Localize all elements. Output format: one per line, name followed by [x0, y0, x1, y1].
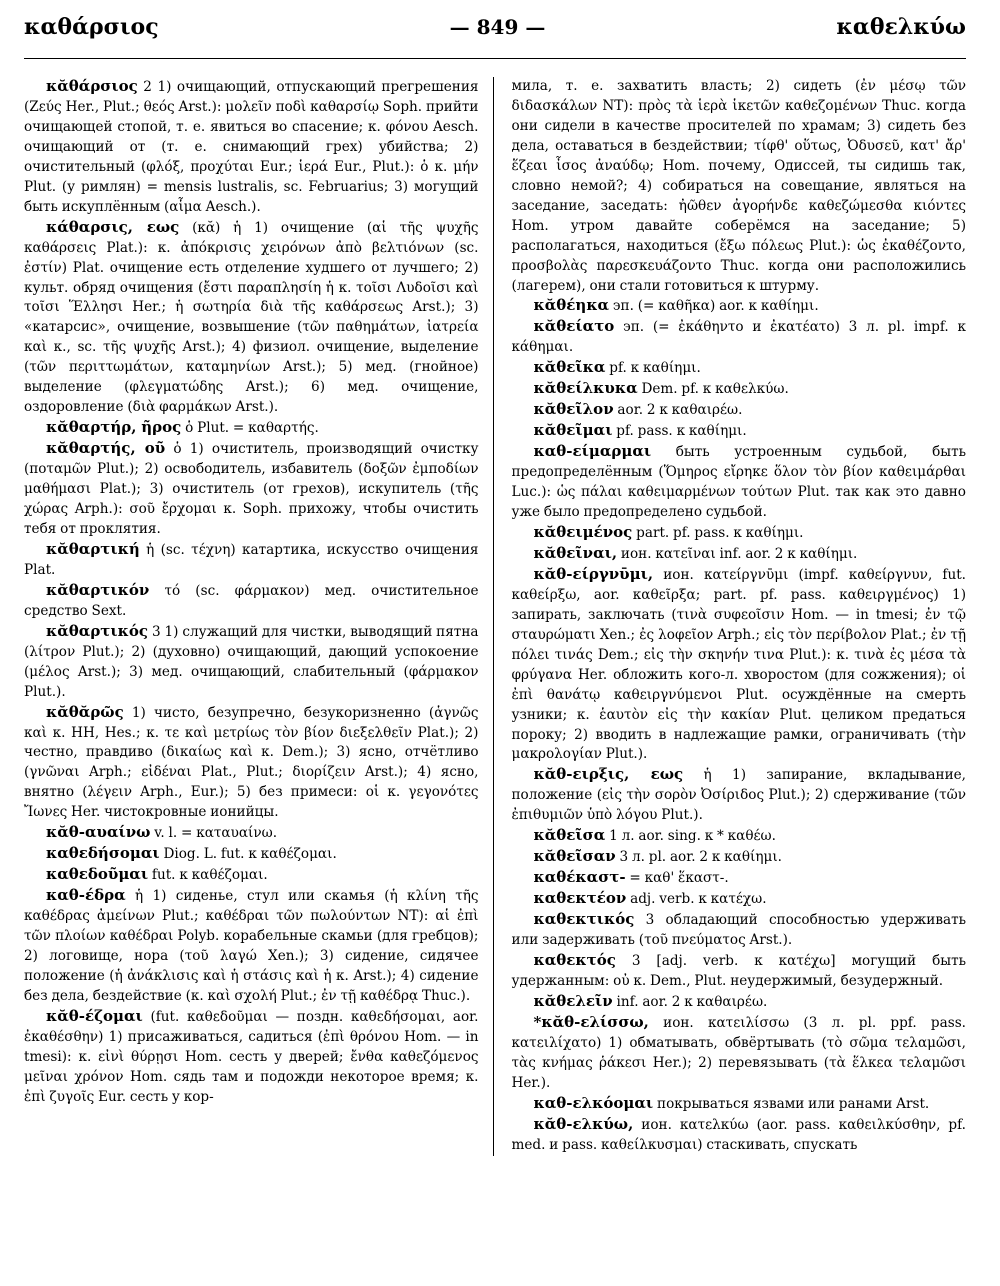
dictionary-entry [512, 296, 967, 317]
entry-definition: inf. aor. 2 к καθαιρέω. [612, 993, 768, 1010]
entry-definition: τό (sc. φάρμακον) мед. очистительное средство Sext. [24, 582, 479, 619]
dictionary-entry [512, 400, 967, 421]
entry-headword: καθ-είμαρμαι [533, 442, 652, 461]
entry-headword: κᾰθέηκα [533, 296, 610, 315]
dictionary-entry [24, 886, 479, 1007]
entry-definition: 3 [adj. verb. к κατέχω] могущий быть удержанным: οὐ κ. Dem., Plut. неудержимый, безудержный. [511, 952, 966, 989]
dictionary-entry [24, 77, 479, 218]
entry-headword: κᾰθείλκυκα [533, 379, 638, 398]
entry-headword: κᾰθ-αυαίνω [46, 823, 151, 842]
entry-definition: ἡ 1) сиденье, стул или скамья (ἡ κλίνη τῆς καθέδρας ἀμείνων Plut.; καθέδραι τῶν πωλούντων NT): αἱ ἐπὶ τῶν πλοίων καθέδραι Polyb. корабельные скамьи (для гребцов); 2) логовище, нора (τοῦ λαγώ Xen.); 3) сидение, сидячее положение (ἡ ἀνάκλισις καὶ ἡ στάσις καὶ ἡ κ. Arst.); 4) сидение без дела, бездействие (κ. καὶ σχολή Plut.; ἐν τῇ καθέδρᾳ Thuc.). [24, 888, 479, 1004]
entry-headword: κᾰθείατο [533, 317, 615, 336]
entry-headword: κᾰθεῖναι, [533, 543, 618, 562]
entry-headword: κᾰθεῖκα [533, 358, 606, 377]
entry-headword: καθεδοῦμαι [46, 865, 149, 884]
dictionary-entry [512, 544, 967, 565]
entry-headword: κᾰθαρτική [46, 539, 140, 558]
entry-headword: καθεκτικός [533, 910, 635, 929]
entry-definition: pf. к καθίημι. [605, 360, 701, 377]
entry-definition: эп. (= ἐκάθηντο и ἐκατέατο) 3 л. pl. impf. к κάθημαι. [511, 319, 966, 356]
dictionary-entry [24, 1007, 479, 1108]
entry-definition: Diog. L. fut. к καθέζομαι. [159, 846, 337, 863]
entry-definition: мила, т. е. захватить власть; 2) сидеть (ἐν μέσῳ τῶν διδασκάλων NT): πρὸς τὰ ἱερὰ ἱκετῶν καθεζομένων Thuc. когда они сидели в качестве просителей по храмам; 3) сидеть без дела, оставаться в бездействии; τίφθ' οὕτως, Ὀδυσεῦ, κατ' ἄρ' ἕζεαι ἶσος ἀναύδῳ; Hom. почему, Одиссей, ты сидишь так, словно немой?; 4) собираться на совещание, являться на заседание, заседать: ἠῶθεν ἀγορήνδε καθεζώμεσθα κιόντες Hom. утром давайте соберёмся на заседание; 5) располагаться, находиться (ἔξω πόλεως Plut.): ὡς ἐκαθέζοντο, προσβολὰς παρεσκευάζοντο Thuc. когда они расположились (лагерем), они стали готовиться к штурму. [511, 78, 966, 294]
entry-definition: ὁ Plut. = καθαρτής. [181, 420, 319, 437]
entry-headword: κᾰθᾰρῶς [46, 702, 124, 721]
dictionary-entry [512, 826, 967, 847]
entry-definition: 2 1) очищающий, отпускающий прегрешения (Ζεύς Her., Plut.; θεός Arst.): μολεῖν ποδὶ καθαρσίῳ Soph. прийти очищающей стопой, т. е. явиться во спасение; κ. φόνου Aesch. очищающий от (т. е. снимающий грех) убийства; 2) очистительный (φλόξ, προχύται Eur.; ἱερά Eur., Plut.): ὁ κ. μήν Plut. (у римлян) = mensis lustralis, sc. Februarius; 3) могущий быть искуплённым (αἷμα Aesch.). [24, 79, 479, 215]
entry-definition: aor. 2 к καθαιρέω. [613, 402, 743, 419]
entry-definition: = καθ' ἕκαστ-. [625, 870, 729, 887]
dictionary-entry [24, 844, 479, 865]
dictionary-entry [512, 523, 967, 544]
entry-headword: κᾰθαρτήρ, ῆρος [46, 418, 182, 437]
entry-headword: κᾰθ-είργνῡμι, [533, 564, 654, 583]
entry-headword: καθ-έδρα [46, 886, 126, 905]
entry-definition: part. pf. pass. к καθίημι. [632, 524, 804, 541]
entry-headword: καθεκτέον [533, 889, 627, 908]
dictionary-entry [24, 218, 479, 419]
entry-definition: (κᾰ) ἡ 1) очищение (αἱ τῆς ψυχῆς καθάρσεις Plat.): κ. ἀπόκρισις χειρόνων ἀπὸ βελτιόνων (sc. ἐστίν) Plat. очищение есть отделение худшего от лучшего; 2) культ. обряд очищения (ἔστι παραπλησίη ἡ κ. τοῖσι Λυδοῖσι καὶ τοῖσι Ἕλλησι Her.; ἡ σωτηρία διὰ τῆς καθάρσεως Arst.); 3) «катарсис», очищение, возвышение (τῶν παθημάτων, ἰατρεία καὶ κ., sc. τῆς ψυχῆς Arst.); 4) физиол. очищение, выделение (τῶν περιττωμάτων, καταμηνίων Arst.); 5) мед. (гнойное) выделение (φλεγματώδης Arst.); 6) мед. очищение, оздоровление (διὰ φαρμάκων Arst.). [24, 219, 479, 416]
entry-headword: κᾰθ-ελκύω, [533, 1114, 634, 1133]
entry-headword: κᾰθαρτικός [46, 621, 149, 640]
dictionary-entry [512, 421, 967, 442]
dictionary-entry [512, 951, 967, 992]
entry-definition: adj. verb. к κατέχω. [626, 891, 767, 908]
dictionary-entry [512, 1013, 967, 1094]
entry-definition: pf. pass. к καθίημι. [612, 423, 747, 440]
columns [24, 77, 966, 1156]
entry-headword: κᾰθ-ειρξις, εως [533, 765, 684, 784]
right-column [512, 77, 967, 1156]
entry-headword: καθεκτός [533, 950, 616, 969]
dictionary-entry [24, 865, 479, 886]
entry-definition: покрываться язвами или ранами Arst. [653, 1095, 930, 1112]
entry-headword: κᾰθειμένος [533, 522, 633, 541]
header-right-word: καθελκύω [836, 14, 966, 40]
entry-definition: 1 л. aor. sing. к * καθέω. [605, 828, 776, 845]
entry-definition: ион. κατεῖναι inf. aor. 2 к καθίημι. [617, 545, 858, 562]
dictionary-entry [512, 868, 967, 889]
entry-definition: 3 обладающий способностью удерживать или задерживать (τοῦ πνεύματος Arst.). [511, 912, 966, 949]
entry-definition: 3 1) служащий для чистки, выводящий пятна (λίτρον Plut.); 2) (духовно) очищающий, дающий успокоение (μέλος Arst.); 3) мед. очищающий, слабительный (φάρμακον Plut.). [24, 623, 479, 700]
entry-definition: быть устроенным судьбой, быть предопределённым (Ὅμηρος εἴρηκε ὅλον τὸν βίον καθειμάρθαι Luc.): ὡς πάλαι καθειμαρμένων τούτων Plut. так как это давно уже было предопределено судьбой. [511, 444, 966, 521]
entry-headword: κᾰθαρτικόν [46, 580, 150, 599]
dictionary-entry [512, 317, 967, 358]
entry-headword: κᾰθεῖμαι [533, 421, 613, 440]
dictionary-entry [512, 910, 967, 951]
entry-headword: καθεδήσομαι [46, 844, 160, 863]
left-column [24, 77, 494, 1156]
entry-definition: Dem. pf. к καθελκύω. [637, 381, 789, 398]
dictionary-entry [512, 765, 967, 826]
dictionary-entry [24, 703, 479, 824]
entry-headword: κᾰθ-έζομαι [46, 1006, 143, 1025]
entry-headword: κᾰθελεῖν [533, 991, 613, 1010]
entry-definition: ион. κατείργνῡμι (impf. καθείργνυν, fut. καθείρξω, aor. καθεῖρξα; part. pf. pass. καθειργμένος) 1) запирать, заключать (τινὰ συφεοῖσιν Hom. — in tmesi; ἐν τῷ σταυρώματι Xen.; ἐς λοφεῖον Arph.; εἰς τὸν περίβολον Plat.; ἐν τῇ πόλει τινάς Dem.; εἰς τὴν σκηνήν τινα Plut.): κ. τινὰ ἐς μέσα τὰ φρύγανα Her. обложить кого-л. хворостом (для сожжения); οἱ ἐπὶ θανάτῳ καθειργνύμενοι Plut. осуждённые на смерть узники; κ. ἑαυτὸν εἰς τὴν κακίαν Plut. целиком предаться пороку; 2) вводить в надлежащие рамки, ограничивать (τὴν μακρολογίαν Plut.). [511, 566, 966, 763]
dictionary-entry [512, 565, 967, 766]
entry-headword: καθ-ελκόομαι [533, 1093, 654, 1112]
entry-definition: ион. κατελκύω (aor. pass. καθειλκύσθην, pf. med. и pass. καθείλκυσμαι) стаскивать, спускать [511, 1116, 966, 1153]
dictionary-entry [512, 992, 967, 1013]
dictionary-entry [24, 581, 479, 622]
running-head [24, 14, 966, 59]
page-number: — 849 — [449, 15, 546, 39]
entry-definition: ὁ 1) очиститель, производящий очистку (ποταμῶν Plut.); 2) освободитель, избавитель (δοξῶν ἐμποδίων μαθήμασι Plat.); 3) очиститель (от грехов), искупитель (τῆς χώρας Arph.): σοῦ ἔρχομαι κ. Soph. прихожу, чтобы очистить тебя от проклятия. [24, 441, 479, 537]
dictionary-entry [512, 77, 967, 296]
entry-headword: κᾰθεῖλον [533, 400, 614, 419]
dictionary-entry [512, 1094, 967, 1115]
entry-headword: κᾰθεῖσαν [533, 847, 616, 866]
dictionary-entry [512, 1115, 967, 1156]
entry-headword: κᾰθαρτής, οῦ [46, 439, 166, 458]
dictionary-entry [24, 439, 479, 540]
entry-definition: ἡ (sc. τέχνη) катартика, искусство очищения Plat. [24, 541, 479, 578]
dictionary-entry [24, 540, 479, 581]
header-left-word: καθάρσιος [24, 14, 159, 40]
entry-definition: 1) чисто, безупречно, безукоризненно (ἁγνῶς καὶ κ. HH, Hes.; κ. τε καὶ μετρίως τὸν βίον διεξελθεῖν Plat.); 2) честно, правдиво (δικαίως καὶ κ. Dem.); 3) ясно, отчётливо (γνῶναι Arph.; εἰδέναι Plat., Plut.; διορίζειν Arst.); 4) ясно, внятно (λέγειν Arph., Eur.); 5) без примеси: οἱ κ. γεγονότες Ἴωνες Her. чистокровные ионийцы. [24, 704, 479, 821]
entry-definition: эп. (= καθῆκα) aor. к καθίημι. [609, 298, 819, 315]
entry-definition: (fut. καθεδοῦμαι — поздн. καθεδήσομαι, aor. ἐκαθέσθην) 1) присаживаться, садиться (ἐπὶ θρόνου Hom. — in tmesi): κ. εἰνὶ θύρῃσι Hom. сесть у дверей; ἔνθα καθεζόμενος μεῖναι χρόνον Hom. сядь там и подожди некоторое время; κ. ἐπὶ ζυγοῖς Eur. сесть у кор- [24, 1008, 479, 1105]
dictionary-entry [24, 418, 479, 439]
dictionary-entry [512, 358, 967, 379]
entry-definition: ἡ 1) запирание, вкладывание, положение (εἰς τὴν σορὸν Ὀσίριδος Plut.); 2) сдерживание (τῶν ἐπιθυμιῶν ὑπὸ λόγου Plut.). [511, 767, 966, 824]
entry-definition: 3 л. pl. aor. 2 к καθίημι. [615, 849, 782, 866]
dictionary-entry [512, 847, 967, 868]
dictionary-entry [512, 379, 967, 400]
dictionary-entry [512, 442, 967, 523]
entry-headword: κάθαρσις, εως [46, 217, 180, 236]
entry-definition: ион. κατειλίσσω (3 л. pl. ppf. pass. κατειλίχατο) 1) обматывать, обвёртывать (τὸ σῶμα τελαμῶσι, τὰς κνήμας ῥάκεσι Her.); 2) перевязывать (τὰ ἕλκεα τελαμῶσι Her.). [511, 1014, 966, 1091]
dictionary-entry [512, 889, 967, 910]
dictionary-entry [24, 622, 479, 703]
dictionary-entry [24, 823, 479, 844]
entry-headword: κᾰθάρσιος [46, 77, 138, 95]
entry-headword: καθέκαστ- [533, 868, 626, 887]
entry-definition: v. l. = καταυαίνω. [150, 825, 278, 842]
entry-headword: κᾰθεῖσα [533, 826, 606, 845]
entry-definition: fut. к καθέζομαι. [148, 867, 268, 884]
entry-headword: *κᾰθ-ελίσσω, [533, 1012, 649, 1031]
